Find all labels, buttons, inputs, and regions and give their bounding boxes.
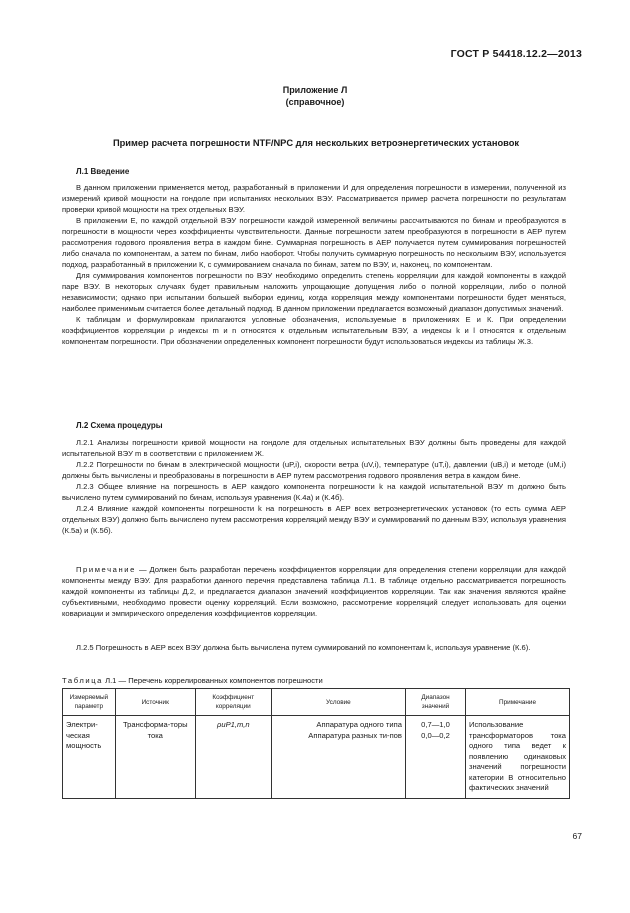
range-value: 0,7—1,0: [421, 720, 450, 729]
section-heading-l1: Л.1 Введение: [76, 167, 130, 176]
appendix-subtitle: (справочное): [285, 97, 345, 107]
range-value: 0,0—0,2: [421, 730, 450, 740]
section-l2-body: [62, 437, 566, 536]
note-block: [62, 564, 566, 619]
table-cell: Электри-ческая мощность: [63, 716, 116, 799]
paragraph: Л.2.1 Анализы погрешности кривой мощности на гондоле для отдельных испытательных ВЭУ должны быть проведены для каждой испытательной ВЭУ m в соответствии с приложением Ж.: [62, 438, 566, 458]
appendix-title: Приложение Л: [282, 85, 348, 95]
paragraph: К таблицам и формулировкам прилагаются условные обозначения, используемые в приложениях Е и К. При определении коэффициентов корреляции ρ индексы m и n относятся к отдельным испытательным ВЭУ, а индексы k и l относятся к отдельным компонентам погрешности. При обозначении определенных компонент погрешности будут использоваться индексы из таблицы Ж.3.: [62, 315, 566, 346]
table-header-row: [63, 689, 570, 716]
table-cell: Использование трансформаторов тока одного типа ведет к появлению одинаковых значений погрешности категории В относительно фактических значений: [466, 716, 570, 799]
section-l1-body: [62, 182, 566, 347]
paragraph: В данном приложении применяется метод, разработанный в приложении И для определения погрешности в измерении, полученной из измерений кривой мощности на гондоле при испытаниях нескольких ВЭУ. Рассматривается пример расчета погрешности по результатам проверки кривой мощности на трех отдельных ВЭУ.: [62, 183, 566, 214]
document-title: Пример расчета погрешности NTF/NPC для нескольких ветроэнергетических установок: [112, 138, 520, 148]
paragraph: Л.2.3 Общее влияние на погрешность в AEP каждого компонента погрешности k на каждой испытательной ВЭУ m должно быть вычислено путем суммирований по бинам, используя уравнения (К.4а) и (К.4б).: [62, 482, 566, 502]
paragraph: Для суммирования компонентов погрешности по ВЭУ необходимо определить степень корреляции для каждой компоненты в каждой паре ВЭУ. В некоторых случаях будет правильным наложить упрощающие допущения либо о полной корреляции, либо о полной независимости; однако при испытании большей выборки единиц, когда корреляция между компонентами погрешности будет меняться, наиболее применимым считается более детальный подход. В данном приложении предлагается возможный диапазон допустимых значений.: [62, 271, 566, 313]
column-header: Примечание: [466, 689, 570, 716]
table-cell: Трансформа-торы тока: [115, 716, 195, 799]
condition-item: Аппаратура разных ти-пов: [308, 730, 402, 740]
table-caption-label: Таблица: [62, 676, 103, 685]
note-paragraph: [62, 564, 566, 619]
appendix-heading: [0, 84, 630, 108]
column-header: Коэффициент корреляции: [195, 689, 271, 716]
column-header: Источник: [115, 689, 195, 716]
standard-code: ГОСТ Р 54418.12.2—2013: [450, 48, 582, 60]
table-caption: [62, 676, 323, 685]
correlation-symbol: ρuP1,m,n: [217, 720, 250, 729]
paragraph: Л.2.2 Погрешности по бинам в электрической мощности (uP,i), скорости ветра (uV,i), температуре (uT,i), давлении (uB,i) и методе (uM,i) должны быть вычислены и преобразованы в погрешности в AEP путем рассмотрения годового проявления ветра в каждом бине.: [62, 460, 566, 480]
table-cell: [405, 716, 465, 799]
note-text: — Должен быть разработан перечень коэффициентов корреляции для определения степени корреляции для каждой компоненты между ВЭУ. Для разработки данного перечня представлена таблица Л.1. В таблице отдельно рассматривается погрешность каждой компоненты из таблицы Д.2, и предлагается диапазон значений коэффициентов корреляции. Так как значения являются крайне субъективными, необходимо провести оценку корреляций. Если возможно, рассмотрение корреляций следует использовать для оценки ковариации и эмпирического определения коэффициентов корреляции.: [62, 565, 566, 618]
correlation-table: [62, 688, 570, 799]
table-cell: [195, 716, 271, 799]
page-number: 67: [572, 831, 582, 841]
table-caption-text: Л.1 — Перечень коррелированных компонентов погрешности: [102, 676, 323, 685]
column-header: Условие: [271, 689, 405, 716]
table-row: [63, 716, 570, 799]
paragraph: Л.2.5 Погрешность в AEP всех ВЭУ должна быть вычислена путем суммирований по компонентам k, используя уравнение (К.6).: [76, 643, 531, 652]
note-label: Примечание: [76, 565, 136, 574]
column-header: Измеряемый параметр: [63, 689, 116, 716]
table-cell: [271, 716, 405, 799]
column-header: Диапазон значений: [405, 689, 465, 716]
paragraph: Л.2.4 Влияние каждой компоненты погрешности k на погрешность в AEP всех ветроэнергетических установок (то есть сумма AEP отдельных ВЭУ) должно быть вычислено путем рассмотрения корреляций между ВЭУ и суммирований по данным ВЭУ, используя уравнения (К.5а) и (К.5б).: [62, 504, 566, 535]
section-heading-l2: Л.2 Схема процедуры: [76, 421, 163, 430]
condition-item: Аппаратура одного типа: [316, 720, 402, 729]
paragraph: В приложении Е, по каждой отдельной ВЭУ погрешности каждой измеренной величины рассчитываются по бинам и преобразуются в погрешности в мощности через коэффициенты чувствительности. Данные погрешности затем преобразуются в погрешности в AEP путем рассмотрения годового проявления ветра в каждом бине. Суммарная погрешность в AEP получается путем суммирования погрешностей либо сначала по компонентам, а затем по бинам, либо наоборот. Чтобы получить суммарную погрешность по нескольким ВЭУ, используется подход, разработанный в приложении К, с суммированием сначала по бинам, затем по ВЭУ, и, наконец, по компонентам.: [62, 216, 566, 269]
section-l25: [62, 642, 566, 653]
